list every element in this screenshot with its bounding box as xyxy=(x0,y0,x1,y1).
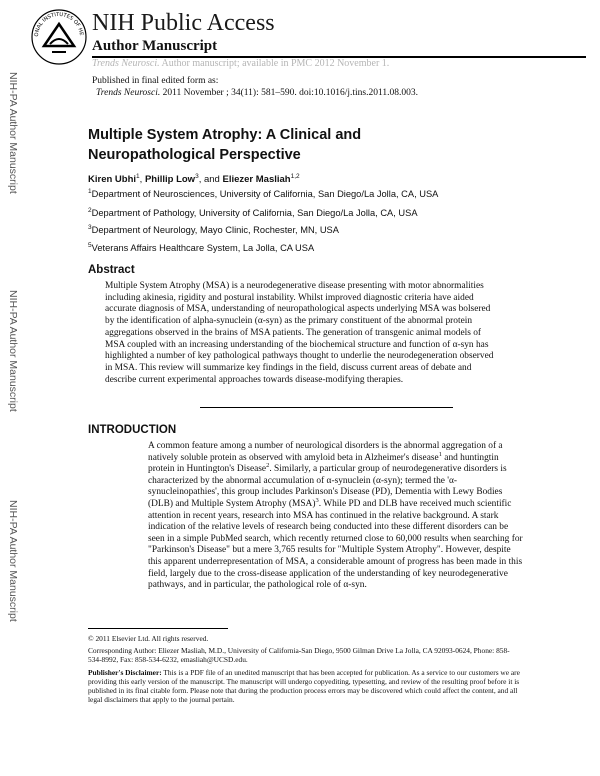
availability-journal: Trends Neurosci. xyxy=(92,58,160,69)
abstract-divider xyxy=(200,407,453,408)
abstract-text: Multiple System Atrophy (MSA) is a neurodegenerative disease presenting with motor abnormalities including akinesia, rigidity and postural instability. Whilst improved diagnostic criteria have aided accurate diagnosis of MSA, understanding of neuropathological aspects underlying MSA was bolsered by the identification of alpha-synuclein (α-syn) as the primary constituent of the abnormal protein aggregations observed in the brains of MSA patients. The generation of transgenic animal models of MSA coupled with an increasing understanding of the biochemical structure and function of α-syn has highlighted a number of key pathological pathways thought to underlie the neurodegeneration observed in MSA. This review will summarize key findings in the field, discuss current areas of debate and describe current experimental approaches towards disease-modifying therapies. xyxy=(105,281,494,385)
author-manuscript-label: Author Manuscript xyxy=(92,38,218,54)
author-affil-sup: 1,2 xyxy=(290,172,300,180)
author-affil-sup: 1 xyxy=(136,172,140,180)
citation-details: 2011 November ; 34(11): 581–590. doi:10.1016/j.tins.2011.08.003. xyxy=(160,88,419,98)
author-affil-sup: 3 xyxy=(195,172,199,180)
affiliation-text: Department of Pathology, University of California, San Diego/La Jolla, CA, USA xyxy=(91,208,418,218)
side-label-bottom: NIH-PA Author Manuscript xyxy=(7,500,19,622)
author-name: Eliezer Masliah xyxy=(222,174,291,185)
intro-part: . Similarly, a particular group of neurodegenerative disorders is characterized by the abnormal accumulation of α-synuclein (α-syn); termed the 'α-synucleinopathies', this group includes Parkinson's Disease (PD), Dementia with Lewy Bodies (DLB) and Multiple System Atrophy (MSA) xyxy=(148,464,507,509)
citation-sup: 1 xyxy=(438,450,442,458)
side-label-middle: NIH-PA Author Manuscript xyxy=(7,290,19,412)
affiliation-3 xyxy=(88,224,339,236)
publisher-disclaimer xyxy=(88,668,520,704)
disclaimer-label: Publisher's Disclaimer: xyxy=(88,668,162,677)
author-name: Kiren Ubhi xyxy=(88,174,137,185)
affiliation-sup: 3 xyxy=(88,223,92,231)
affiliation-text: Department of Neurology, Mayo Clinic, Rochester, MN, USA xyxy=(91,225,339,235)
availability-line xyxy=(92,58,389,70)
affiliation-text: Department of Neurosciences, University of California, San Diego/La Jolla, CA, USA xyxy=(91,189,439,199)
side-label-top: NIH-PA Author Manuscript xyxy=(7,72,19,194)
copyright-notice: © 2011 Elsevier Ltd. All rights reserved. xyxy=(88,634,209,643)
citation-sup: 2 xyxy=(266,462,270,470)
intro-part: and huntingtin protein in Huntington's Disease xyxy=(148,452,499,475)
footnote-divider xyxy=(88,628,228,629)
affiliation-1 xyxy=(88,188,438,200)
affiliation-sup: 1 xyxy=(88,187,92,195)
author-list xyxy=(88,174,300,186)
introduction-text xyxy=(148,441,523,592)
affiliation-sup: 5 xyxy=(88,241,92,249)
author-separator: , xyxy=(139,174,145,185)
affiliation-text: Veterans Affairs Healthcare System, La Jolla, CA USA xyxy=(91,243,315,253)
disclaimer-text: This is a PDF file of an unedited manuscript that has been accepted for publication. As a service to our customers we are providing this early version of the manuscript. The manuscript will undergo copyediting, typesetting, and review of the resulting proof before it is published in its final citable form. Please note that during the production process errors may be discovered which could affect the content, and all legal disclaimers that apply to the journal pertain. xyxy=(88,668,520,704)
seal-text: ONAL INSTITUTES OF HE xyxy=(33,11,84,37)
nih-seal-logo xyxy=(30,8,88,66)
affiliation-sup: 2 xyxy=(88,206,92,214)
citation-sup: 3 xyxy=(315,496,319,504)
author-name: Phillip Low xyxy=(144,174,196,185)
published-in-label: Published in final edited form as: xyxy=(92,76,219,86)
article-title: Multiple System Atrophy: A Clinical and Neuropathological Perspective xyxy=(88,127,362,163)
citation-journal: Trends Neurosci. xyxy=(96,88,161,98)
introduction-heading: INTRODUCTION xyxy=(88,424,177,436)
corresponding-author: Corresponding Author: Eliezer Masliah, M.D., University of California-San Diego, 9500 Gilman Drive La Jolla, CA 92093-0624, Phone: 858-534-8992, Fax: 858-534-6232, emasliah@UCSD.edu. xyxy=(88,646,510,664)
author-separator: , and xyxy=(198,174,223,185)
svg-text:NATIONAL INSTITUTES OF HEALTH xyxy=(30,8,84,37)
affiliation-4 xyxy=(88,242,314,254)
citation-line xyxy=(96,87,418,99)
affiliation-2 xyxy=(88,207,418,219)
abstract-heading: Abstract xyxy=(88,264,135,276)
intro-part: A common feature among a number of neurological disorders is the abnormal aggregation of a natively soluble protein as observed with amyloid beta in Alzheimer's disease xyxy=(148,441,503,463)
intro-part: . While PD and DLB have received much scientific attention in recent years, research into MSA has continued in the relative background. A stark indication of the relative levels of research being conducted into these different disorders can be seen in a simple PubMed search, which recently returned close to 60,000 results when searching for "Parkinson's Disease" but a mere 3,765 results for "Multiple System Atrophy". However, despite this apparent underrepresentation of MSA, a considerable amount of progress has been made in this field, largely due to the cross-disease application of the understanding of key neurodegenerative pathways, and in particular, the pathological role of α-syn. xyxy=(148,498,523,591)
availability-text: Author manuscript; available in PMC 2012 November 1. xyxy=(159,58,390,69)
nih-public-access-title: NIH Public Access xyxy=(92,10,275,36)
